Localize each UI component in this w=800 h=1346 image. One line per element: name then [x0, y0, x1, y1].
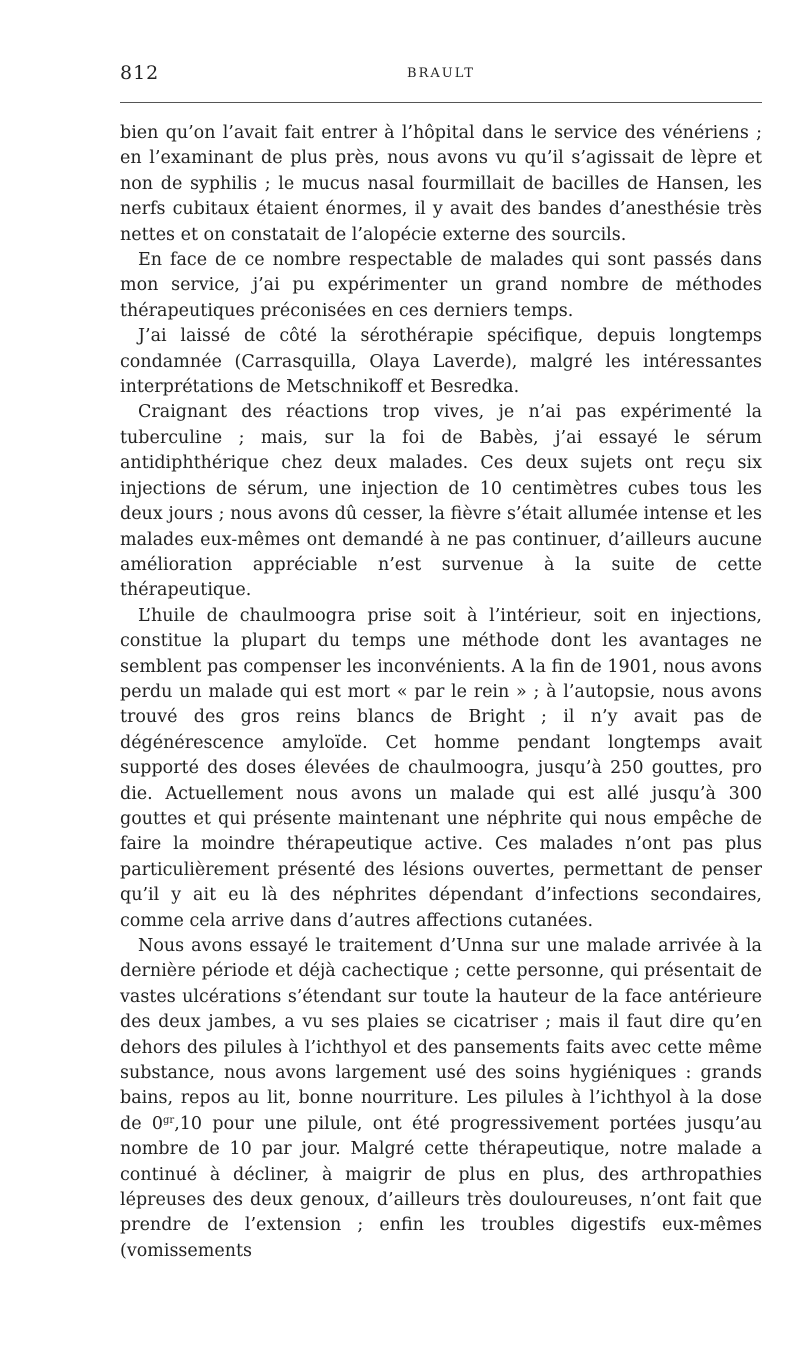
page-number: 812: [120, 62, 160, 84]
paragraph-6-part-2: pour une pilule, ont été progressivement portées jusqu’au nombre de 10 par jour. Malgré cette thérapeutique, notre malade a continué à décliner, à maigrir de plus en plus, des arthropathies lépreuses des deux genoux, d’ailleurs très douloureuses, n’ont fait que prendre de l’extension ; enfin les troubles digestifs eux-mêmes (vomissements: [120, 1113, 763, 1261]
paragraph-4: Craignant des réactions trop vives, je n’ai pas expérimenté la tuberculine ; mais, sur la foi de Babès, j’ai essayé le sérum antidiphthérique chez deux malades. Ces deux sujets ont reçu six injections de sérum, une injection de 10 centimètres cubes tous les deux jours ; nous avons dû cesser, la fièvre s’était allumée intense et les malades eux-mêmes ont demandé à ne pas continuer, d’ailleurs aucune amélioration appréciable n’est survenue à la suite de cette thérapeutique.: [120, 402, 762, 601]
dose-unit: gr: [163, 1114, 175, 1126]
paragraph-3: J’ai laissé de côté la sérothérapie spécifique, depuis longtemps condamnée (Carrasquilla, Olaya Laverde), malgré les intéressantes interprétations de Metschnikoff et Besredka.: [120, 326, 762, 398]
header-rule: [120, 102, 762, 103]
paragraph-5: L’huile de chaulmoogra prise soit à l’intérieur, soit en injections, constitue la plupart du temps une méthode dont les avantages ne semblent pas compenser les inconvénients. A la fin de 1901, nous avons perdu un malade qui est mort « par le rein » ; à l’autopsie, nous avons trouvé des gros reins blancs de Bright ; il n’y avait pas de dégénérescence amyloïde. Cet homme pendant longtemps avait supporté des doses élevées de chaulmoogra, jusqu’à 250 gouttes, pro die. Actuellement nous avons un malade qui est allé jusqu’à 300 gouttes et qui présente maintenant une néphrite qui nous empêche de faire la moindre thérapeutique active. Ces malades n’ont pas plus particulièrement présenté des lésions ouvertes, permettant de penser qu’il y ait eu là des néphrites dépendant d’infections secondaires, comme cela arrive dans d’autres affections cutanées.: [120, 605, 762, 931]
body-text: [120, 121, 762, 1264]
paragraph-6: [120, 934, 762, 1264]
dose-base: 0: [151, 1113, 164, 1134]
dose-value: ,10: [174, 1113, 203, 1134]
running-head: BRAULT: [407, 66, 475, 81]
page-header: [120, 62, 762, 92]
paragraph-6-part-1: Nous avons essayé le traitement d’Unna sur une malade arrivée à la dernière période et déjà cachectique ; cette personne, qui présentait de vastes ulcérations s’étendant sur toute la hauteur de la face antérieure des deux jambes, a vu ses plaies se cicatriser ; mais il faut dire qu’en dehors des pilules à l’ichthyol et des pansements faits avec cette même substance, nous avons largement usé des soins hygiéniques : grands bains, repos au lit, bonne nourriture. Les pilules à l’ichthyol à la dose de: [120, 936, 762, 1134]
paragraph-1: bien qu’on l’avait fait entrer à l’hôpital dans le service des vénériens ; en l’examinant de plus près, nous avons vu qu’il s’agissait de lèpre et non de syphilis ; le mucus nasal fourmillait de bacilles de Hansen, les nerfs cubitaux étaient énormes, il y avait des bandes d’anesthésie très nettes et on constatait de l’alopécie externe des sourcils.: [120, 123, 762, 245]
paragraph-2: En face de ce nombre respectable de malades qui sont passés dans mon service, j’ai pu expérimenter un grand nombre de méthodes thérapeutiques préconisées en ces derniers temps.: [120, 250, 762, 321]
